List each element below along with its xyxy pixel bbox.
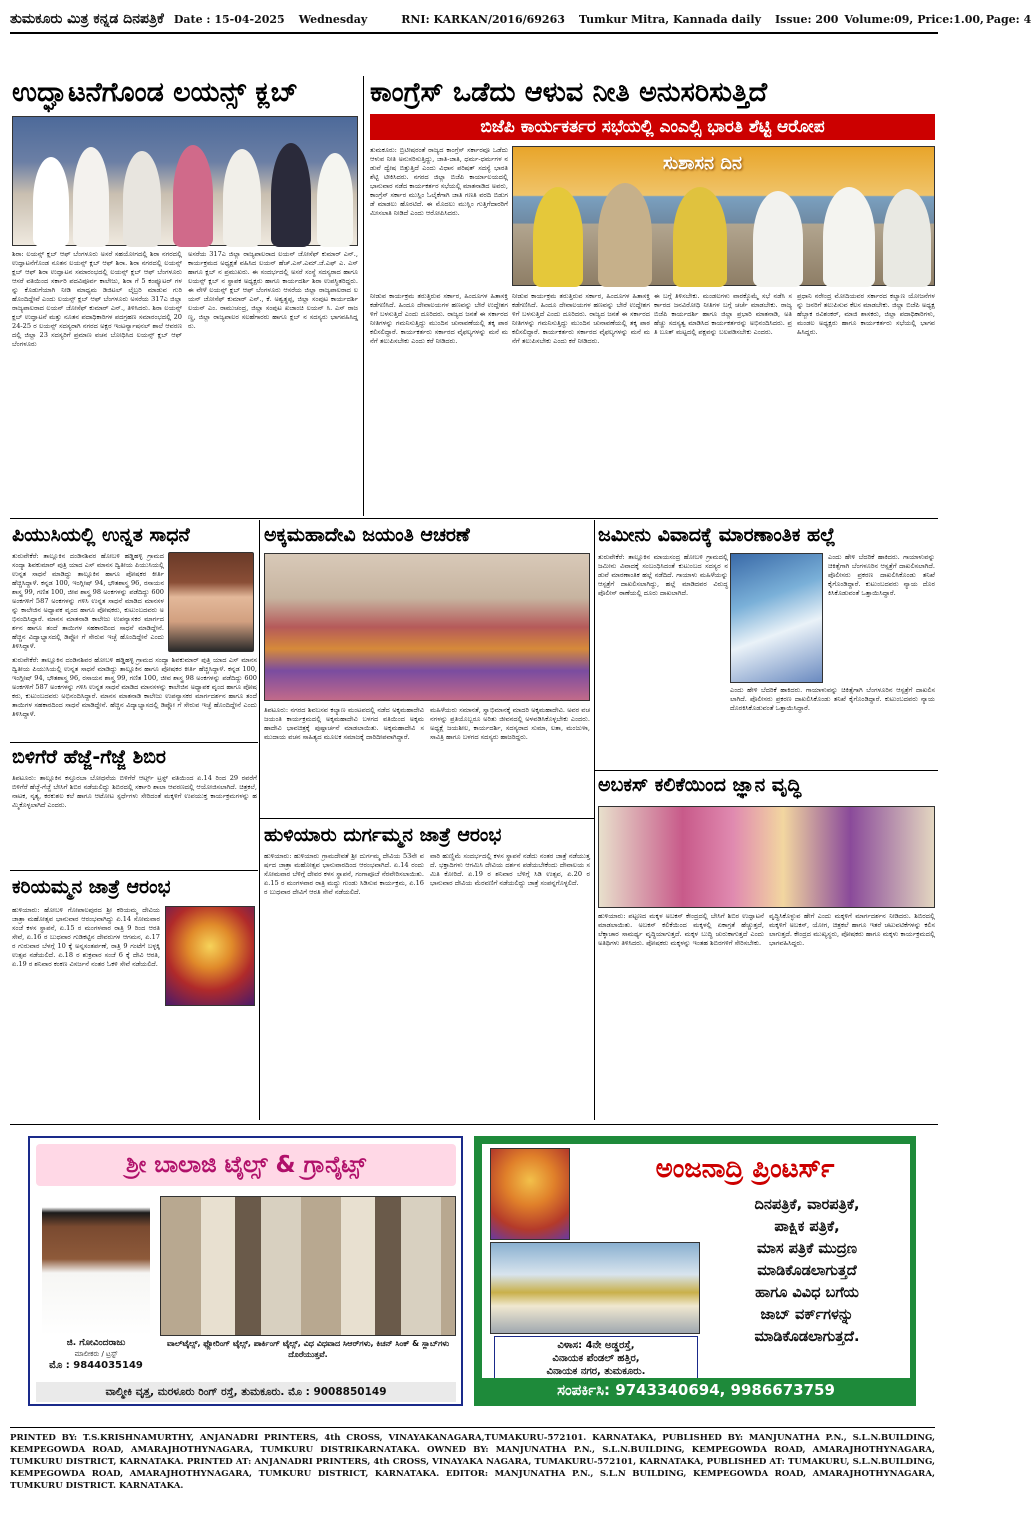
- masthead-paper: Tumkur Mitra, Kannada daily: [578, 12, 761, 26]
- anjanadri-address: [494, 1336, 698, 1381]
- lions-photo: [12, 116, 358, 246]
- column-rule: [363, 76, 364, 516]
- congress-subhead: ಬಿಜೆಪಿ ಕಾರ್ಯಕರ್ತರ ಸಭೆಯಲ್ಲಿ ಎಂಎಲ್ಸಿ ಭಾರತಿ ಶೆಟ್ಟಿ ಆರೋಪ: [370, 114, 935, 140]
- puc-headline: ಪಿಯುಸಿಯಲ್ಲಿ ಉನ್ನತ ಸಾಧನೆ: [12, 524, 190, 546]
- akkamahadevi-body-col1: ತಿಪಟೂರು: ನಗರದ ಶಿವಬಸವ ಕಲ್ಯಾಣ ಮಂಟಪದಲ್ಲಿ ನಡೆದ ಅಕ್ಕಮಹಾದೇವಿ ಜಯಂತಿ ಕಾರ್ಯಕ್ರಮದಲ್ಲಿ ಅಕ್ಕಮಹಾದೇವಿ ಬಳಗದ ವತಿಯಿಂದ ಅಕ್ಕಮಹಾದೇವಿ ಭಾವಚಿತ್ರಕ್ಕೆ ಪುಷ್ಪಾರ್ಚನೆ ಮಾಡಲಾಯಿತು. ಅಕ್ಕಮಹಾದೇವಿ ಸಮುದಾಯ ವಚನ ಸಾಹಿತ್ಯದ ಮೂಲಕ ಸಮಾಜಕ್ಕೆ ದಾರಿದೀಪವಾಗಿದ್ದಾರೆ.: [264, 706, 424, 741]
- puc-body-top: ತುರುವೇಕೆರೆ: ತಾಲ್ಲೂಕಿನ ದಂಡಿನಶಿವರ ಹೋಬಳಿ ಹಡ್ಡಿಹಳ್ಳಿ ಗ್ರಾಮದ ಸಂದ್ಯಾ ಶಿವಕುಮಾರ್ ಪುತ್ರಿ ಯಾದ ಎಸ್ ಮಾನಸ ದ್ವಿತೀಯ ಪಿಯುಸಿಯಲ್ಲಿ ಉನ್ನತ ಸಾಧನೆ ಮಾಡಿದ್ದು ತಾಲ್ಲೂಕಿನ ಹಾಗೂ ಪೋಷಕರ ಕೀರ್ತಿ ಹೆಚ್ಚಿಸಿದ್ದಾಳೆ. ಕನ್ನಡ 100, ಇಂಗ್ಲೀಷ್ 94, ಭೌತಶಾಸ್ತ್ರ 96, ರಸಾಯನ ಶಾಸ್ತ್ರ 99, ಗಣಿತ 100, ಜೀವ ಶಾಸ್ತ್ರ 98 ಅಂಕಗಳನ್ನು ಪಡೆದಿದ್ದು 600 ಅಂಕಗಳಿಗೆ 587 ಅಂಕಗಳನ್ನು ಗಳಿಸಿ ಉನ್ನತ ಸಾಧನೆ ಮಾಡಿದ ಮಾನಸಳನ್ನು ಕಾಲೇಜಿನ ಅಧ್ಯಾಪಕ ವೃಂದ ಹಾಗೂ ಪೋಷಕರು, ಕುಟುಂಬದವರು ಅಭಿನಂದಿಸಿದ್ದಾರೆ. ಮಾನಸ ಮಾತನಾಡಿ ಕಾಲೇಜು ಉಪನ್ಯಾಸಕರ ಮಾರ್ಗದರ್ಶನ ಹಾಗೂ ತಂದೆ ತಾಯಿಗಳ ಸಹಕಾರದಿಂದ ಸಾಧನೆ ಮಾಡಿದ್ದೇನೆ. ಹೆಚ್ಚಿನ ವಿದ್ಯಾಭ್ಯಾಸದಲ್ಲಿ ಡಿಪ್ಲೋ ಗೆ ಸೇರುವ ಇಚ್ಛೆ ಹೊಂದಿದ್ದೇನೆ ಎಂದು ತಿಳಿಸಿದ್ದಾಳೆ.: [12, 552, 164, 650]
- land-body-col2-top: ಎಂದು ಹೇಳಿ ಬೆದರಿಕೆ ಹಾಕಿದರು. ಗಾಯಾಳುವನ್ನು ಚಿಕಿತ್ಸೆಗಾಗಿ ಬೆಂಗಳೂರಿನ ಆಸ್ಪತ್ರೆಗೆ ದಾಖಲಿಸಲಾಗಿದೆ. ಪೊಲೀಸರು ಪ್ರಕರಣ ದಾಖಲಿಸಿಕೊಂಡು ತನಿಖೆ ಕೈಗೊಂಡಿದ್ದಾರೆ. ಕುಟುಂಬದವರು ನ್ಯಾಯ ದೊರಕಿಸಿಕೊಡುವಂತೆ ಒತ್ತಾಯಿಸಿದ್ದಾರೆ.: [828, 553, 935, 597]
- imprint-footer: PRINTED BY: T.S.KRISHNAMURTHY, ANJANADRI PRINTERS, 4th CROSS, VINAYAKANAGARA,TUMAKURU-572101. KARNATAKA, PUBLISHED BY: MANJUNATHA P.N., S.L.N.BUILDING, KEMPEGOWDA ROAD, AMARAJHOTHYNAGARA, TUMKURU DISTRIKARNATAKA. OWNED BY: MANJUNATHA P.N., S.L.N.BUILDING, KEMPEGOWDA ROAD, AMARAJHOTHYNAGARA, TUMKURU DISTRICT, KARNATAKA. PRINTED AT: ANJANADRI PRINTERS, 4th CROSS, VINAYAKA NAGARA, TUMAKURU-572101, KARNATAKA, PUBLISHED AT: TUMAKURU, S.L.N.BUILDING, KEMPEGOWDA ROAD, AMARAJHOTHYNAGARA, TUMKURU DISTRICT, KARNATAKA. EDITOR: MANJUNATHA P.N., S.L.N BUILDING, KEMPEGOWDA ROAD, AMARAJHOTHYNAGARA, TUMKURU DISTRICT. KARNATAKA.: [10, 1427, 935, 1492]
- anjanadri-contact: ಸಂಪರ್ಕಿಸಿ: 9743340694, 9986673759: [482, 1378, 910, 1402]
- service-line: ಜಾಬ್ ವರ್ಕ್‌ಗಳನ್ನು: [760, 1307, 854, 1323]
- anjanadri-ad-title: ಅಂಜನಾದ್ರಿ ಪ್ರಿಂಟರ್ಸ್: [655, 1154, 835, 1184]
- section-rule: [260, 818, 594, 819]
- service-line: ಪಾಕ್ಷಿಕ ಪತ್ರಿಕೆ,: [774, 1219, 840, 1235]
- congress-body-col3: ಈ ಬಗ್ಗೆ ತಿಳಿಸಬೇಕು. ಮಂಡಲಗಳು ವಾರಕ್ಕೊಮ್ಮೆ ಸಭೆ ನಡೆಸಿ ಸರ್ಕಾರದ ಜನವಿರೋಧಿ ನೀತಿಗಳ ಬಗ್ಗೆ ಚರ್ಚೆ ಮಾಡಬೇಕು. ರಾಜ್ಯ ಬಿಜೆಪಿ ಕಾರ್ಯದರ್ಶಿ ಹಾಗೂ ಜಿಲ್ಲಾ ಪ್ರಭಾರಿ ಮಾತನಾಡಿ, ಅತಿ ಹೆಚ್ಚು ಸದಸ್ಯತ್ವ ಮಾಡಿಸಿದ ಕಾರ್ಯಕರ್ತರನ್ನು ಅಭಿನಂದಿಸಿದರು. ಪ್ರತಿ ಬೂತ್ ಮಟ್ಟದಲ್ಲಿ ಪಕ್ಷವನ್ನು ಬಲಪಡಿಸಬೇಕು ಎಂದರು.: [654, 292, 792, 336]
- abacus-body-col1: ಹುಳಿಯಾರು: ಪಟ್ಟಣದ ಮಕ್ಕಳ ಅಬಕಸ್ ಕೇಂದ್ರದಲ್ಲಿ ಬೇಸಿಗೆ ಶಿಬಿರ ಉದ್ಘಾಟನೆ ಮಾಡಲಾಯಿತು. ಅಬಕಸ್ ಕಲಿಕೆಯಿಂದ ಮಕ್ಕಳಲ್ಲಿ ಏಕಾಗ್ರತೆ ಹೆಚ್ಚುತ್ತದೆ, ಲೆಕ್ಕಾಚಾರ ಸಾಮರ್ಥ್ಯ ವೃದ್ಧಿಯಾಗುತ್ತದೆ. ಮಕ್ಕಳ ಬುದ್ಧಿ ಚುರುಕಾಗುತ್ತದೆ ಎಂದು ಅತಿಥಿಗಳು ತಿಳಿಸಿದರು. ಪೋಷಕರು ಮಕ್ಕಳನ್ನು ಇಂತಹ ಶಿಬಿರಗಳಿಗೆ ಸೇರಿಸಬೇಕು.: [598, 912, 764, 947]
- congress-photo-banner: ಸುಶಾಸನ ದಿನ: [663, 153, 742, 174]
- masthead-date: Date : 15-04-2025: [173, 12, 285, 26]
- section-rule: [10, 742, 258, 743]
- land-victim-photo: [730, 553, 823, 683]
- durgamma-headline: ಹುಳಿಯಾರು ದುರ್ಗಮ್ಮನ ಜಾತ್ರೆ ಆರಂಭ: [264, 824, 502, 846]
- masthead-day: Wednesday: [298, 12, 368, 26]
- abacus-body-col2: ವೃದ್ಧಿಸಿಕೊಳ್ಳುವ ಹೇಗೆ ಎಂದು ಮಕ್ಕಳಿಗೆ ಮಾರ್ಗದರ್ಶನ ನೀಡಿದರು. ಶಿಬಿರದಲ್ಲಿ ಮಕ್ಕಳಿಗೆ ಅಬಕಸ್, ಯೋಗ, ಚಿತ್ರಕಲೆ ಹಾಗೂ ಇತರೆ ಚಟುವಟಿಕೆಗಳನ್ನು ಕಲಿಸಲಾಗುತ್ತದೆ. ಕೇಂದ್ರದ ಮುಖ್ಯಸ್ಥರು, ಪೋಷಕರು ಹಾಗೂ ಮಕ್ಕಳು ಕಾರ್ಯಕ್ರಮದಲ್ಲಿ ಭಾಗವಹಿಸಿದ್ದರು.: [769, 912, 935, 947]
- abacus-headline: ಅಬಕಸ್ ಕಲಿಕೆಯಿಂದ ಜ್ಞಾನ ವೃದ್ಧಿ: [598, 774, 802, 796]
- congress-headline: ಕಾಂಗ್ರೆಸ್ ಒಡೆದು ಆಳುವ ನೀತಿ ಅನುಸರಿಸುತ್ತಿದೆ: [370, 77, 768, 108]
- address-line: ವಿನಾಯಕ ನಗರ, ತುಮಕೂರು.: [546, 1366, 646, 1377]
- durgamma-body-col2: ವಾರಿ ಹುಣ್ಣಿಮೆ ಸಂದರ್ಭದಲ್ಲಿ ಕಳಸ ಸ್ಥಾಪನೆ ನಡೆದು ನಂತರ ಜಾತ್ರೆ ನಡೆಯುತ್ತದೆ. ಭಕ್ತಾದಿಗಳು ಆಗಮಿಸಿ ದೇವಿಯ ದರ್ಶನ ಪಡೆಯಬೇಕೆಂದು ದೇವಾಲಯ ಸಮಿತಿ ಕೋರಿದೆ. ಏ.19 ರ ಶನಿವಾರ ಬೆಳಿಗ್ಗೆ ಸಿಡಿ ಉತ್ಸವ, ಏ.20 ರ ಭಾನುವಾರ ದೇವಿಯ ಮೆರವಣಿಗೆ ನಡೆಯಲಿದ್ದು ಜಾತ್ರೆ ಸಂಪನ್ನಗೊಳ್ಳಲಿದೆ.: [430, 852, 590, 887]
- balaji-services: ವಾಲ್‌ಟೈಲ್ಸ್, ಫ್ಲೋರಿಂಗ್ ಟೈಲ್ಸ್, ಪಾರ್ಕಿಂಗ್ ಟೈಲ್ಸ್, ವಿಧ ವಿಧವಾದ ಸಿಆರ್‌ಗಳು, ಕಿಚನ್ ಸಿಂಕ್ & ಸ್ಲಾಬ್‌ಗಳು ದೊರೆಯುತ್ತವೆ.: [166, 1339, 450, 1359]
- balaji-tiles-ad: [28, 1136, 463, 1406]
- service-line: ದಿನಪತ್ರಿಕೆ, ವಾರಪತ್ರಿಕೆ,: [754, 1197, 860, 1213]
- service-line: ಹಾಗೂ ವಿವಿಧ ಬಗೆಯ: [755, 1285, 859, 1301]
- section-rule: [10, 518, 938, 519]
- newspaper-logo: ತುಮಕೂರು ಮಿತ್ರ ಕನ್ನಡ ದಿನಪತ್ರಿಕೆ: [10, 11, 164, 27]
- kariyamma-body: ಹುಳಿಯಾರು: ಹೋಬಳಿ ಗೋಪಾಲಪುರದ ಶ್ರೀ ಕರಿಯಮ್ಮ ದೇವಿಯ ಜಾತ್ರಾ ಮಹೋತ್ಸವ ಭಾನುವಾರ ಆರಂಭವಾಗಿದ್ದು ಏ.14 ಸೋಮವಾರ ಸಂಜೆ ಕಳಸ ಸ್ಥಾಪನೆ, ಏ.15 ರ ಮಂಗಳವಾರ ರಾತ್ರಿ 9 ರಿಂದ ಆರತಿ ಸೇವೆ, ಏ.16 ರ ಬುಧವಾರ ಗುಡಿಕಟ್ಟಿನ ದೇವರುಗಳ ಆಗಮನ, ಏ.17 ರ ಗುರುವಾರ ಬೆಳಗ್ಗೆ 10 ಕ್ಕೆ ಅನ್ನಸಂತರ್ಪಣೆ, ರಾತ್ರಿ 9 ಗಂಟೆಗೆ ಬಳ್ಳಕ್ಕಿ ಉತ್ಸವ ನಡೆಯಲಿದೆ. ಏ.18 ರ ಶುಕ್ರವಾರ ಸಂಜೆ 6 ಕ್ಕೆ ದೇವಿ ಆರತಿ, ಏ.19 ರ ಶನಿವಾರ ಕಂಕಣ ವಿಸರ್ಜನೆ ನಂತರ ಓಕಳಿ ಸೇವೆ ನಡೆಯಲಿದೆ.: [12, 906, 160, 968]
- abacus-photo: [598, 806, 935, 908]
- lions-body-col2: ಅಸರೆಯ 317ಎ ಜಿಲ್ಲಾ ರಾಜ್ಯಪಾಲರಾದ ಲಯನ್ ಜೋಸೆಫ್ ಕುಮಾರ್ ಎನ್., ಕಾರ್ಯಕ್ರಮದ ಅಧ್ಯಕ್ಷತೆ ವಹಿಸಿದ ಲಯನ್ ಹೆಚ್.ಎಸ್.ಎಮ್.ಜೆ.ಎಫ್ ಎ. ಎಸ್ ಹಾಗೂ ಕ್ಲಬ್ ನ ಪ್ರಮುಖರು. ಈ ಸಂದರ್ಭದಲ್ಲಿ ಅಸರೆ ಸಂಸ್ಥೆ ಸದಸ್ಯರಾದ ಹಾಗೂ ಲಯನ್ಸ್ ಕ್ಲಬ್ ನ ಸ್ಥಾಪಕ ಅಧ್ಯಕ್ಷರು ಹಾಗೂ ಕಾರ್ಯದರ್ಶಿ ಶಿರಾ ಉಪಸ್ಥಿತರಿದ್ದರು. ಈ ವೇಳೆ ಲಯನ್ಸ್ ಕ್ಲಬ್ ಆಫ್ ಬೆಂಗಳೂರು ಆಸರೆಯ ಜಿಲ್ಲಾ ರಾಜ್ಯಪಾಲರಾದ ಲಯನ್ ಜೋಸೆಫ್ ಕುಮಾರ್ ಎನ್., ಕೆ. ಅಶ್ವತ್ಥಪ್ಪ, ಜಿಲ್ಲಾ ಸಂಪುಟ ಕಾರ್ಯದರ್ಶಿ ಲಯನ್ ಎಂ. ರಾಮುಚಂದ್ರ, ಜಿಲ್ಲಾ ಸಂಪುಟ ಖಜಾಂಚಿ ಲಯನ್ ಸಿ. ಎಸ್ ರಾಜಣ್ಣ, ಜಿಲ್ಲಾ ರಾಜ್ಯಪಾಲರ ಸಲಹೆಗಾರರು ಹಾಗೂ ಕ್ಲಬ್ ನ ಸದಸ್ಯರು ಭಾಗವಹಿಸಿದ್ದರು.: [188, 250, 358, 330]
- balaji-address: ವಾಲ್ಮೀಕಿ ವೃತ್ತ, ಮರಳೂರು ರಿಂಗ್ ರಸ್ತೆ, ತುಮಕೂರು. ಮೊ : 9008850149: [36, 1382, 456, 1402]
- service-line: ಮಾಡಿಕೊಡಲಾಗುತ್ತದೆ.: [754, 1329, 860, 1345]
- section-rule: [595, 770, 938, 771]
- akkamahadevi-group-photo: [264, 553, 590, 701]
- balaji-ad-title: ಶ್ರೀ ಬಾಲಾಜಿ ಟೈಲ್ಸ್ & ಗ್ರಾನೈಟ್ಸ್: [36, 1144, 456, 1186]
- akkamahadevi-body-col2: ಮಹಿಳೆಯರು ಸಮಾನತೆ, ಸ್ವಾಭಿಮಾನಕ್ಕೆ ಮಾದರಿ ಅಕ್ಕಮಹಾದೇವಿ. ಅವರ ವಚನಗಳನ್ನು ಪ್ರತಿಯೊಬ್ಬರೂ ಅರಿತು ಜೀವನದಲ್ಲಿ ಅಳವಡಿಸಿಕೊಳ್ಳಬೇಕು ಎಂದರು. ಅಧ್ಯಕ್ಷೆ ಜಯಶೀಲ, ಕಾರ್ಯದರ್ಶಿ, ಸದಸ್ಯರಾದ ಸುಮಾ, ಲತಾ, ಮಂಜುಳಾ, ಸಾವಿತ್ರಿ ಹಾಗೂ ಬಳಗದ ಸದಸ್ಯರು ಹಾಜರಿದ್ದರು.: [430, 706, 590, 741]
- lions-body-col1: ಶಿರಾ: ಲಯನ್ಸ್ ಕ್ಲಬ್ ಆಫ್ ಬೆಂಗಳೂರು ಅಸರೆ ಸಹಯೋಗದಲ್ಲಿ ಶಿರಾ ನಗರದಲ್ಲಿ ಉದ್ಘಾಟನೆಗೊಂಡ ನೂತನ ಲಯನ್ಸ್ ಕ್ಲಬ್ ಆಫ್ ಶಿರಾ. ಶಿರಾ ನಗರದಲ್ಲಿ ಲಯನ್ಸ್ ಕ್ಲಬ್ ಆಫ್ ಶಿರಾ ಉದ್ಘಾಟನ ಸಮಾರಂಭದಲ್ಲಿ ಲಯನ್ಸ್ ಕ್ಲಬ್ ಆಫ್ ಬೆಂಗಳೂರು ಆಸರೆ ವತಿಯಿಂದ ಸರ್ಕಾರಿ ಪದವಿಪೂರ್ವ ಕಾಲೇಜು, ಶಿರಾ ಗೆ 5 ಕಂಪ್ಯೂಟರ್ ಗಳನ್ನು ಕೊಡುಗೆಯಾಗಿ ನೀಡಿ ಮಾಧ್ಯಮ ಡಿಜಿಟಲ್ ಲೈಬ್ರರಿ ಮಾಡುವ ಗುರಿ ಹೊಂದಿದ್ದೇವೆ ಎಂದು ಲಯನ್ಸ್ ಕ್ಲಬ್ ಆಫ್ ಬೆಂಗಳೂರು ಅಸರೆಯ 317ಎ ಜಿಲ್ಲಾ ರಾಜ್ಯಪಾಲರಾದ ಲಯನ್ ಜೋಸೆಫ್ ಕುಮಾರ್ ಎನ್., ತಿಳಿಸಿದರು. ಶಿರಾ ಲಯನ್ಸ್ ಕ್ಲಬ್ ಉದ್ಘಾಟನೆ ಮತ್ತು ನೂತನ ಪದಾಧಿಕಾರಿಗಳ ಪದಗ್ರಹಣ ಸಮಾರಂಭದಲ್ಲಿ 2024-25 ರ ಲಯನ್ಸ್ ಸದಸ್ಯರಾಗಿ ನಗರದ ಅಕ್ಷರ ಇಂಟರ್ನ್ಯಾಷನಲ್ ಶಾಲೆ ಆವರಣದಲ್ಲಿ ಜಿಲ್ಲಾ 23 ಸದಸ್ಯರಿಗೆ ಪ್ರಮಾಣ ವಚನ ಬೋಧಿಸಿದ ಲಯನ್ಸ್ ಕ್ಲಬ್ ಆಫ್ ಬೆಂಗಳೂರು: [12, 250, 182, 348]
- masthead-volume: Volume:09,: [844, 12, 914, 26]
- congress-intro: ತುಮಕೂರು: ಬ್ರಿಟೀಷರಂತೆ ರಾಜ್ಯದ ಕಾಂಗ್ರೆಸ್ ಸರ್ಕಾರವೂ ಒಡೆದು ಆಳುವ ನೀತಿ ಅನುಸರಿಸುತ್ತಿದ್ದು, ಜಾತಿ-ಜಾತಿ, ಧರ್ಮ-ಧರ್ಮಗಳ ನಡುವೆ ದ್ವೇಷ ಬಿತ್ತುತ್ತಿದೆ ಎಂದು ವಿಧಾನ ಪರಿಷತ್ ಸದಸ್ಯೆ ಭಾರತಿ ಶೆಟ್ಟಿ ಟೀಕಿಸಿದರು. ನಗರದ ಜಿಲ್ಲಾ ಬಿಜೆಪಿ ಕಾರ್ಯಾಲಯದಲ್ಲಿ ಭಾನುವಾರ ನಡೆದ ಕಾರ್ಯಕರ್ತರ ಸಭೆಯಲ್ಲಿ ಮಾತನಾಡಿದ ಅವರು, ಕಾಂಗ್ರೆಸ್ ಸರ್ಕಾರ ಮುಸ್ಲಿಂ ಓಲೈಕೆಗಾಗಿ ಜಾತಿ ಗಣತಿ ವರದಿ ಬಿಡುಗಡೆ ಮಾಡಲು ಹೊರಟಿದೆ. ಈ ಮೊದಲು ಮುಸ್ಲಿಂ ಗುತ್ತಿಗೆದಾರರಿಗೆ ಮೀಸಲಾತಿ ನೀಡಿದೆ ಎಂದು ಆರೋಪಿಸಿದರು.: [370, 146, 508, 217]
- congress-body-col2: ನೀಡುವ ಕಾರ್ಯಕ್ರಮ ತರುತ್ತಿರುವ ಸರ್ಕಾರ, ಹಿಂದೂಗಳ ಹಿತಾಸಕ್ತಿ ಕಡೆಗಣಿಸಿದೆ. ಹಿಂದೂ ದೇವಾಲಯಗಳ ಹಣವನ್ನು ಬೇರೆ ಉದ್ದೇಶಗಳಿಗೆ ಬಳಸುತ್ತಿದೆ ಎಂದು ದೂರಿದರು. ರಾಜ್ಯದ ಜನತೆ ಈ ಸರ್ಕಾರದ ನೀತಿಗಳನ್ನು ಗಮನಿಸುತ್ತಿದ್ದು ಮುಂದಿನ ಚುನಾವಣೆಯಲ್ಲಿ ತಕ್ಕ ಪಾಠ ಕಲಿಸಲಿದ್ದಾರೆ. ಕಾರ್ಯಕರ್ತರು ಸರ್ಕಾರದ ವೈಫಲ್ಯಗಳನ್ನು ಮನೆ ಮನೆಗೆ ತಲುಪಿಸಬೇಕು ಎಂದು ಕರೆ ನೀಡಿದರು.: [512, 292, 650, 345]
- bilagere-body: ತಿಪಟೂರು: ತಾಲ್ಲೂಕಿನ ಕಸ್ತೂರಬಾ ಬೋಧನೆಯ ಬಿಳಿಗೆರೆ ಆರ್ಟ್ಸ್ ಟ್ರಸ್ಟ್ ವತಿಯಿಂದ ಏ.14 ರಿಂದ 29 ರವರೆಗೆ ಬಿಳಿಗೆರೆ ಹೆಜ್ಜೆ-ಗೆಜ್ಜೆ ಬೇಸಿಗೆ ಶಿಬಿರ ನಡೆಯಲಿದ್ದು ಶಿಬಿರದಲ್ಲಿ ಸರ್ಕಾರಿ ಶಾಲಾ ಆವರಣದಲ್ಲಿ ಆಯೋಜಿಸಲಾಗಿದೆ. ಚಿತ್ರಕಲೆ, ನಾಟಕ, ನೃತ್ಯ, ಕರಕುಶಲ ಕಲೆ ಹಾಗೂ ಆಟೋಟ ಸ್ಪರ್ಧೆಗಳು ಸೇರಿದಂತೆ ಮಕ್ಕಳಿಗೆ ಉಪಯುಕ್ತ ಕಾರ್ಯಕ್ರಮಗಳನ್ನು ಹಮ್ಮಿಕೊಳ್ಳಲಾಗಿದೆ ಎಂದರು.: [12, 774, 257, 809]
- column-rule: [594, 770, 595, 1120]
- address-line: ವಿನಾಯಕ ಪೆಂಡಲ್ ಹತ್ತಿರ,: [552, 1353, 640, 1364]
- akkamahadevi-headline: ಅಕ್ಕಮಹಾದೇವಿ ಜಯಂತಿ ಆಚರಣೆ: [264, 524, 470, 546]
- congress-photo: [512, 146, 935, 286]
- masthead-rni: RNI: KARKAN/2016/69263: [401, 12, 565, 26]
- owner-role: ಮಾಲೀಕರು / ಟ್ರಸ್ಟ್: [74, 1350, 118, 1358]
- section-rule: [10, 1124, 938, 1125]
- masthead-price: Price:1.00,: [917, 12, 984, 26]
- service-line: ಮಾಸ ಪತ್ರಿಕೆ ಮುದ್ರಣ: [756, 1241, 858, 1257]
- section-rule: [10, 870, 258, 871]
- land-headline: ಜಮೀನು ವಿವಾದಕ್ಕೆ ಮಾರಣಾಂತಿಕ ಹಲ್ಲೆ: [598, 524, 836, 546]
- address-line: ವಿಳಾಸ: 4ನೇ ಅಡ್ಡರಸ್ತೆ,: [557, 1340, 635, 1351]
- congress-body-col1: ನೀಡುವ ಕಾರ್ಯಕ್ರಮ ತರುತ್ತಿರುವ ಸರ್ಕಾರ, ಹಿಂದೂಗಳ ಹಿತಾಸಕ್ತಿ ಕಡೆಗಣಿಸಿದೆ. ಹಿಂದೂ ದೇವಾಲಯಗಳ ಹಣವನ್ನು ಬೇರೆ ಉದ್ದೇಶಗಳಿಗೆ ಬಳಸುತ್ತಿದೆ ಎಂದು ದೂರಿದರು. ರಾಜ್ಯದ ಜನತೆ ಈ ಸರ್ಕಾರದ ನೀತಿಗಳನ್ನು ಗಮನಿಸುತ್ತಿದ್ದು ಮುಂದಿನ ಚುನಾವಣೆಯಲ್ಲಿ ತಕ್ಕ ಪಾಠ ಕಲಿಸಲಿದ್ದಾರೆ. ಕಾರ್ಯಕರ್ತರು ಸರ್ಕಾರದ ವೈಫಲ್ಯಗಳನ್ನು ಮನೆ ಮನೆಗೆ ತಲುಪಿಸಬೇಕು ಎಂದು ಕರೆ ನೀಡಿದರು.: [370, 292, 508, 345]
- kariyamma-deity-photo: [165, 906, 255, 1006]
- lions-headline: ಉದ್ಘಾಟನೆಗೊಂಡ ಲಯನ್ಸ್ ಕ್ಲಬ್: [12, 77, 298, 108]
- kariyamma-headline: ಕರಿಯಮ್ಮನ ಜಾತ್ರೆ ಆರಂಭ: [12, 876, 171, 898]
- service-line: ಮಾಡಿಕೊಡಲಾಗುತ್ತದೆ: [757, 1263, 857, 1279]
- puc-body: ತುರುವೇಕೆರೆ: ತಾಲ್ಲೂಕಿನ ದಂಡಿನಶಿವರ ಹೋಬಳಿ ಹಡ್ಡಿಹಳ್ಳಿ ಗ್ರಾಮದ ಸಂದ್ಯಾ ಶಿವಕುಮಾರ್ ಪುತ್ರಿ ಯಾದ ಎಸ್ ಮಾನಸ ದ್ವಿತೀಯ ಪಿಯುಸಿಯಲ್ಲಿ ಉನ್ನತ ಸಾಧನೆ ಮಾಡಿದ್ದು ತಾಲ್ಲೂಕಿನ ಹಾಗೂ ಪೋಷಕರ ಕೀರ್ತಿ ಹೆಚ್ಚಿಸಿದ್ದಾಳೆ. ಕನ್ನಡ 100, ಇಂಗ್ಲೀಷ್ 94, ಭೌತಶಾಸ್ತ್ರ 96, ರಸಾಯನ ಶಾಸ್ತ್ರ 99, ಗಣಿತ 100, ಜೀವ ಶಾಸ್ತ್ರ 98 ಅಂಕಗಳನ್ನು ಪಡೆದಿದ್ದು 600 ಅಂಕಗಳಿಗೆ 587 ಅಂಕಗಳನ್ನು ಗಳಿಸಿ ಉನ್ನತ ಸಾಧನೆ ಮಾಡಿದ ಮಾನಸಳನ್ನು ಕಾಲೇಜಿನ ಅಧ್ಯಾಪಕ ವೃಂದ ಹಾಗೂ ಪೋಷಕರು, ಕುಟುಂಬದವರು ಅಭಿನಂದಿಸಿದ್ದಾರೆ. ಮಾನಸ ಮಾತನಾಡಿ ಕಾಲೇಜು ಉಪನ್ಯಾಸಕರ ಮಾರ್ಗದರ್ಶನ ಹಾಗೂ ತಂದೆ ತಾಯಿಗಳ ಸಹಕಾರದಿಂದ ಸಾಧನೆ ಮಾಡಿದ್ದೇನೆ. ಹೆಚ್ಚಿನ ವಿದ್ಯಾಭ್ಯಾಸದಲ್ಲಿ ಡಿಪ್ಲೋ ಗೆ ಸೇರುವ ಇಚ್ಛೆ ಹೊಂದಿದ್ದೇನೆ ಎಂದು ತಿಳಿಸಿದ್ದಾಳೆ.: [12, 656, 257, 718]
- bilagere-headline: ಬಿಳಿಗೆರೆ ಹೆಜ್ಜೆ-ಗೆಜ್ಜೆ ಶಿಬಿರ: [12, 746, 166, 768]
- owner-photo: [42, 1196, 150, 1336]
- masthead-page: Page: 4: [985, 12, 1031, 26]
- anjanadri-services: [704, 1194, 910, 1348]
- durgamma-body-col1: ಹುಳಿಯಾರು: ಹುಳಿಯಾರು ಗ್ರಾಮದೇವತೆ ಶ್ರೀ ದುರ್ಗಮ್ಮ ದೇವಿಯ 53ನೇ ವರ್ಷದ ಜಾತ್ರಾ ಮಹೋತ್ಸವ ಭಾನುವಾರದಿಂದ ಆರಂಭವಾಗಿದೆ. ಏ.14 ರಂದು ಸೋಮವಾರ ಬೆಳಿಗ್ಗೆ ದೇವರ ಕಳಸ ಸ್ಥಾಪನೆ, ಗಂಗಾಪೂಜೆ ನೆರವೇರಿಸಲಾಯಿತು. ಏ.15 ರ ಮಂಗಳವಾರ ರಾತ್ರಿ ಮದ್ದು ಗುಂಡು ಸಿಡಿಸುವ ಕಾರ್ಯಕ್ರಮ, ಏ.16 ರ ಬುಧವಾರ ದೇವಿಗೆ ಆರತಿ ಸೇವೆ ನಡೆಯಲಿದೆ.: [264, 852, 424, 896]
- owner-phone: ಮೊ : 9844035149: [49, 1360, 143, 1371]
- anjanadri-printers-ad: [474, 1136, 916, 1406]
- column-rule: [594, 520, 595, 770]
- owner-name: ಜಿ. ಗೋವಿಂದರಾಜು: [66, 1338, 126, 1348]
- masthead-issue: Issue: 200: [775, 12, 839, 26]
- congress-body-col4: ಪ್ರಧಾನಿ ನರೇಂದ್ರ ಮೋದಿಯವರ ಸರ್ಕಾರದ ಕಲ್ಯಾಣ ಯೋಜನೆಗಳನ್ನು ಜನರಿಗೆ ತಲುಪಿಸುವ ಕೆಲಸ ಮಾಡಬೇಕು. ಜಿಲ್ಲಾ ಬಿಜೆಪಿ ಅಧ್ಯಕ್ಷ ಹೆಬ್ಬಾಕ ರವಿಶಂಕರ್, ಮಾಜಿ ಶಾಸಕರು, ಜಿಲ್ಲಾ ಪದಾಧಿಕಾರಿಗಳು, ಮಂಡಲ ಅಧ್ಯಕ್ಷರು ಹಾಗೂ ಕಾರ್ಯಕರ್ತರು ಸಭೆಯಲ್ಲಿ ಭಾಗವಹಿಸಿದ್ದರು.: [797, 292, 935, 336]
- printing-press-photo: [490, 1242, 700, 1334]
- column-rule: [259, 520, 260, 1120]
- showroom-photo: [160, 1196, 456, 1336]
- hanuman-image: [490, 1148, 570, 1240]
- land-body-col1: ತುರುವೇಕೆರೆ: ತಾಲ್ಲೂಕಿನ ಮಾಯಸಂದ್ರ ಹೋಬಳಿ ಗ್ರಾಮದಲ್ಲಿ ಜಮೀನು ವಿವಾದಕ್ಕೆ ಸಂಬಂಧಿಸಿದಂತೆ ಕುಟುಂಬದ ಸದಸ್ಯರ ನಡುವೆ ಮಾರಣಾಂತಿಕ ಹಲ್ಲೆ ನಡೆದಿದೆ. ಗಾಯಾಳು ಮಹಿಳೆಯನ್ನು ಆಸ್ಪತ್ರೆಗೆ ದಾಖಲಿಸಲಾಗಿದ್ದು, ಹಲ್ಲೆ ಮಾಡಿದವರ ವಿರುದ್ಧ ಪೊಲೀಸ್ ಠಾಣೆಯಲ್ಲಿ ದೂರು ದಾಖಲಾಗಿದೆ.: [598, 553, 728, 597]
- land-body-col2: ಎಂದು ಹೇಳಿ ಬೆದರಿಕೆ ಹಾಕಿದರು. ಗಾಯಾಳುವನ್ನು ಚಿಕಿತ್ಸೆಗಾಗಿ ಬೆಂಗಳೂರಿನ ಆಸ್ಪತ್ರೆಗೆ ದಾಖಲಿಸಲಾಗಿದೆ. ಪೊಲೀಸರು ಪ್ರಕರಣ ದಾಖಲಿಸಿಕೊಂಡು ತನಿಖೆ ಕೈಗೊಂಡಿದ್ದಾರೆ. ಕುಟುಂಬದವರು ನ್ಯಾಯ ದೊರಕಿಸಿಕೊಡುವಂತೆ ಒತ್ತಾಯಿಸಿದ್ದಾರೆ.: [730, 686, 935, 712]
- masthead: [10, 6, 1031, 34]
- puc-student-photo: [168, 552, 254, 652]
